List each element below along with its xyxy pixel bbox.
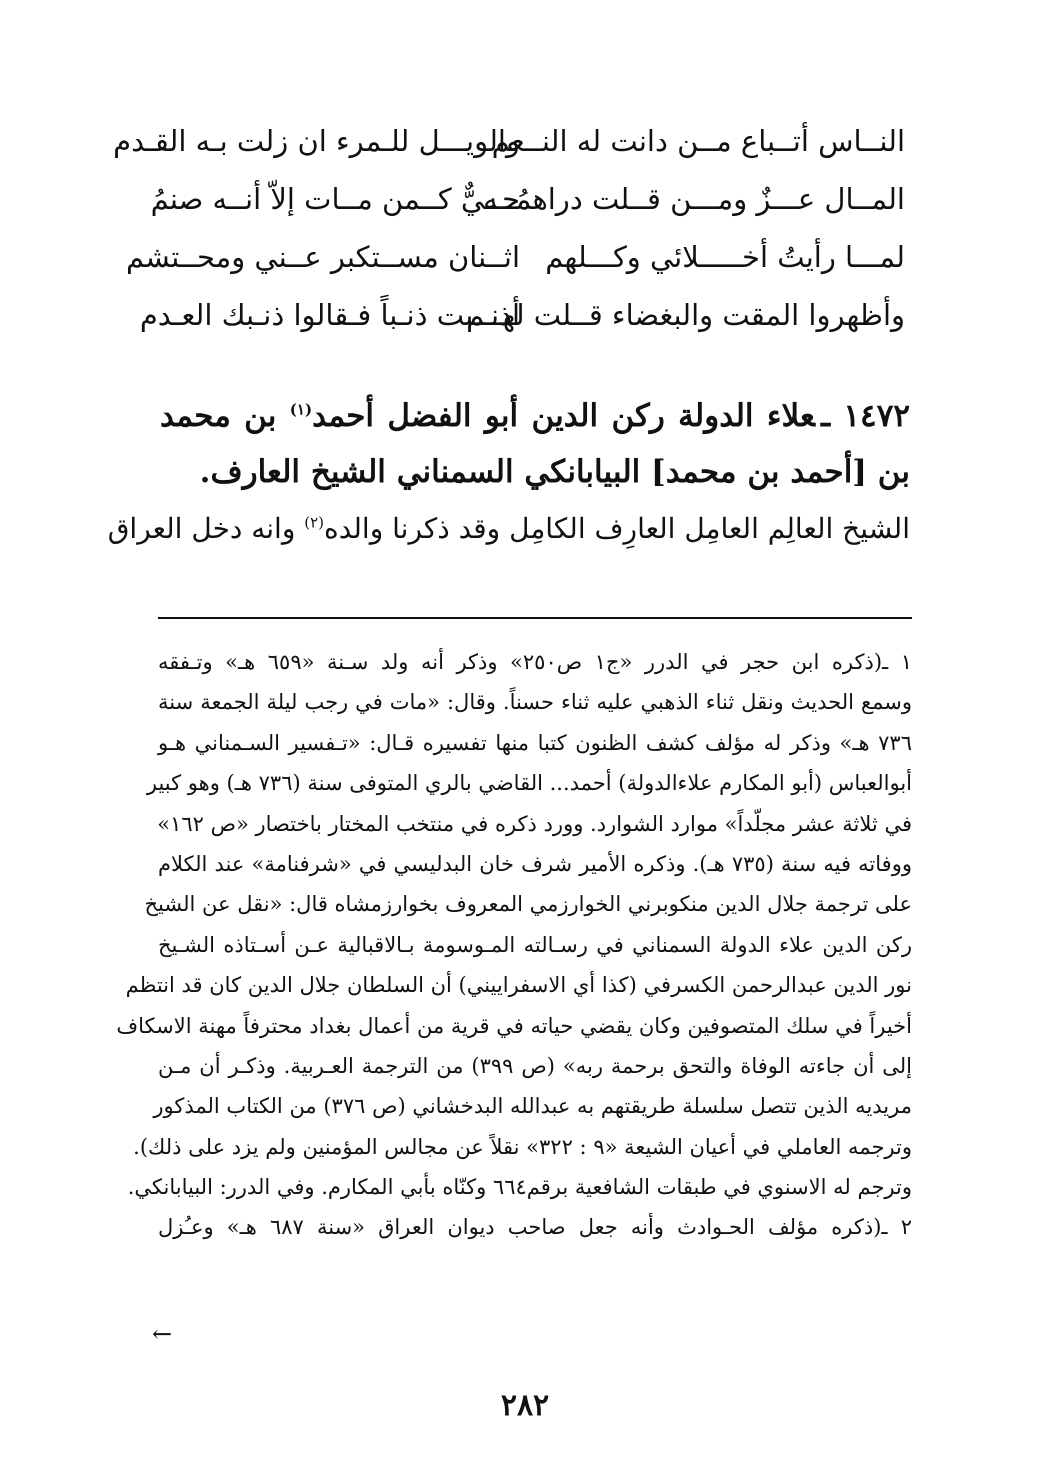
- verse-second-hemistich: حــيٌّ كــمن مــات إلاّ أنــه صنمُ: [150, 182, 520, 216]
- footnotes: [116, 642, 912, 1248]
- footnote-line: مريديه الذين تتصل سلسلة طريقتهم به عبدالله البدخشاني (ص ٣٧٦) من الكتاب المذكور: [153, 1094, 912, 1119]
- verse-second-hemistich: اثــنان مســتكبر عــني ومحــتشم: [126, 240, 520, 274]
- footnote-line: في ثلاثة عشر مجلّداً» موارد الشوارد. وورد ذكره في منتخب المختار باختصار «ص ١٦٢»: [157, 811, 912, 836]
- page-number: ٢٨٢: [500, 1388, 550, 1423]
- verse-second-hemistich: أذنــبت ذنـباً فـقالوا ذنـبك العـدم: [139, 298, 520, 332]
- poem-verse: [113, 112, 905, 170]
- verse-second-hemistich: والويـــل للـمرء ان زلت بـه القـدم: [113, 124, 520, 158]
- entry-body-text: الشيخ العالِم العامِل العارِف الكامِل وقد ذكرنا والده: [324, 512, 910, 545]
- footnote-line: أخيراً في سلك المتصوفين وكان يقضي حياته في قرية من أعمال بغداد محترفاً مهنة الاسكاف: [116, 1013, 912, 1038]
- verse-first-hemistich: وأظهروا المقت والبغضاء قــلت لهــم: [466, 298, 905, 332]
- entry-heading: [160, 388, 910, 500]
- entry-body: [107, 504, 910, 554]
- continue-arrow-icon: ←: [152, 1320, 173, 1348]
- footnote-line: وترجم له الاسنوي في طبقات الشافعية برقم٦٦٤ وكنّاه بأبي المكارم. وفي الدرر: البيابانكي.: [127, 1175, 912, 1200]
- entry-body-text-cont: وانه دخل العراق: [107, 512, 305, 545]
- poem-verse: [126, 228, 905, 286]
- poem-verse: [139, 286, 905, 344]
- verse-first-hemistich: لمـــا رأيتُ أخـــــلائي وكـــلهم: [545, 240, 905, 274]
- footnote-ref-2[interactable]: (٢): [304, 513, 325, 532]
- footnote-line: أبوالعباس (أبو المكارم علاءالدولة) أحمد... القاضي بالري المتوفى سنة (٧٣٦ هـ) وهو كبير: [146, 771, 912, 796]
- footnote-line: ٧٣٦ هـ» وذكر له مؤلف كشف الظنون كتبا منها تفسيره قـال: «تـفسير السـمناني هـو: [158, 730, 912, 755]
- footnote-ref-1[interactable]: (١): [289, 400, 313, 419]
- footnote-line: وسمع الحديث ونقل ثناء الذهبي عليه ثناء حسناً. وقال: «مات في رجب ليلة الجمعة سنة: [158, 690, 912, 715]
- entry-heading-text: علاء الدولة ركن الدين أبو الفضل أحمد: [312, 398, 815, 434]
- biography-entry: [107, 388, 911, 554]
- footnote-line: ووفاته فيه سنة (٧٣٥ هـ). وذكره الأمير شرف خان البدليسي في «شرفنامة» عند الكلام: [158, 851, 912, 876]
- entry-number: ١٤٧٢ ـ: [820, 398, 911, 434]
- entry-heading-text-cont: بن محمد بن [أحمد بن محمد] البيابانكي السمناني الشيخ العارف.: [160, 398, 910, 490]
- footnote-line: على ترجمة جلال الدين منكوبرني الخوارزمي المعروف بخوارزمشاه قال: «نقل عن الشيخ: [144, 892, 912, 917]
- footnote-line: ٢ ـ(ذكره مؤلف الحـوادث وأنه جعل صاحب ديوان العراق «سنة ٦٨٧ هـ» وعـُزل: [158, 1215, 912, 1240]
- footnote-line: ركن الدين علاء الدولة السمناني في رسـالته المـوسومة بـالاقبالية عـن أسـتاذه الشـيخ: [158, 932, 912, 957]
- verse-first-hemistich: النــاس أتــباع مــن دانت له النــعم: [491, 124, 905, 158]
- footnote-line: نور الدين عبدالرحمن الكسرفي (كذا أي الاسفراييني) أن السلطان جلال الدين كان قد انتظم: [125, 973, 912, 998]
- verse-first-hemistich: المــال عـــزٌ ومـــن قــلت دراهمُــه: [483, 182, 905, 216]
- footnote-line: وترجمه العاملي في أعيان الشيعة «٩ : ٣٢٢» نقلاً عن مجالس المؤمنين ولم يزد على ذلك).: [133, 1134, 912, 1159]
- poem-verse: [150, 170, 905, 228]
- footnote-line: إلى أن جاءته الوفاة والتحق برحمة ربه» (ص ٣٩٩) من الترجمة العـربية. وذكـر أن مـن: [158, 1053, 912, 1078]
- footnote-line: ١ ـ(ذكره ابن حجر في الدرر «ج١ ص٢٥٠» وذكر أنه ولد سـنة «٦٥٩ هـ» وتـفقه: [158, 650, 912, 674]
- poem: [113, 112, 905, 344]
- footnote-divider: [158, 617, 912, 619]
